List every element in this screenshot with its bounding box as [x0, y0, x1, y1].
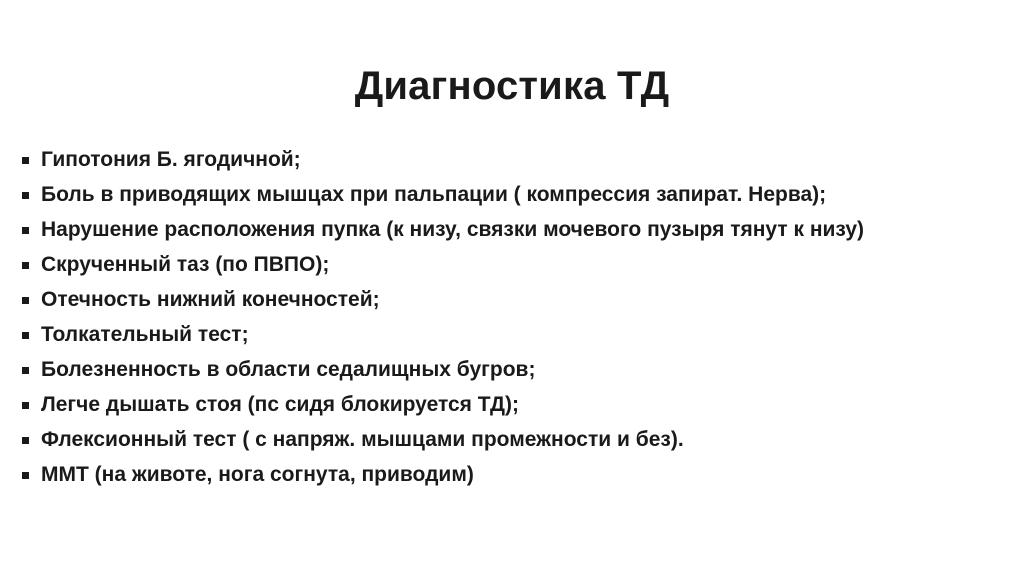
bullet-text: Толкательный тест;	[41, 323, 249, 346]
bullet-text: Отечность нижний конечностей;	[41, 288, 380, 311]
square-bullet-icon	[22, 402, 29, 409]
square-bullet-icon	[22, 472, 29, 479]
bullet-item	[22, 393, 1002, 417]
bullet-item	[22, 428, 1002, 452]
bullet-list	[22, 148, 1002, 498]
bullet-item	[22, 288, 1002, 312]
bullet-item	[22, 253, 1002, 277]
bullet-item	[22, 463, 1002, 487]
bullet-item	[22, 218, 1002, 242]
bullet-text: Гипотония Б. ягодичной;	[41, 148, 301, 171]
bullet-text: Флексионный тест ( с напряж. мышцами промежности и без).	[41, 428, 684, 451]
bullet-item	[22, 148, 1002, 172]
square-bullet-icon	[22, 367, 29, 374]
square-bullet-icon	[22, 227, 29, 234]
square-bullet-icon	[22, 192, 29, 199]
bullet-item	[22, 358, 1002, 382]
square-bullet-icon	[22, 157, 29, 164]
bullet-text: Болезненность в области седалищных бугров;	[41, 358, 536, 381]
bullet-text: Легче дышать стоя (пс сидя блокируется ТД);	[41, 393, 520, 416]
bullet-text: Боль в приводящих мышцах при пальпации ( компрессия запират. Нерва);	[41, 183, 827, 206]
slide-title: Диагностика ТД	[354, 64, 670, 108]
square-bullet-icon	[22, 437, 29, 444]
bullet-item	[22, 323, 1002, 347]
square-bullet-icon	[22, 332, 29, 339]
bullet-text: Нарушение расположения пупка (к низу, связки мочевого пузыря тянут к низу)	[41, 218, 864, 241]
bullet-text: Скрученный таз (по ПВПО);	[41, 253, 330, 276]
square-bullet-icon	[22, 297, 29, 304]
bullet-text: ММТ (на животе, нога согнута, приводим)	[41, 463, 474, 486]
bullet-item	[22, 183, 1002, 207]
square-bullet-icon	[22, 262, 29, 269]
